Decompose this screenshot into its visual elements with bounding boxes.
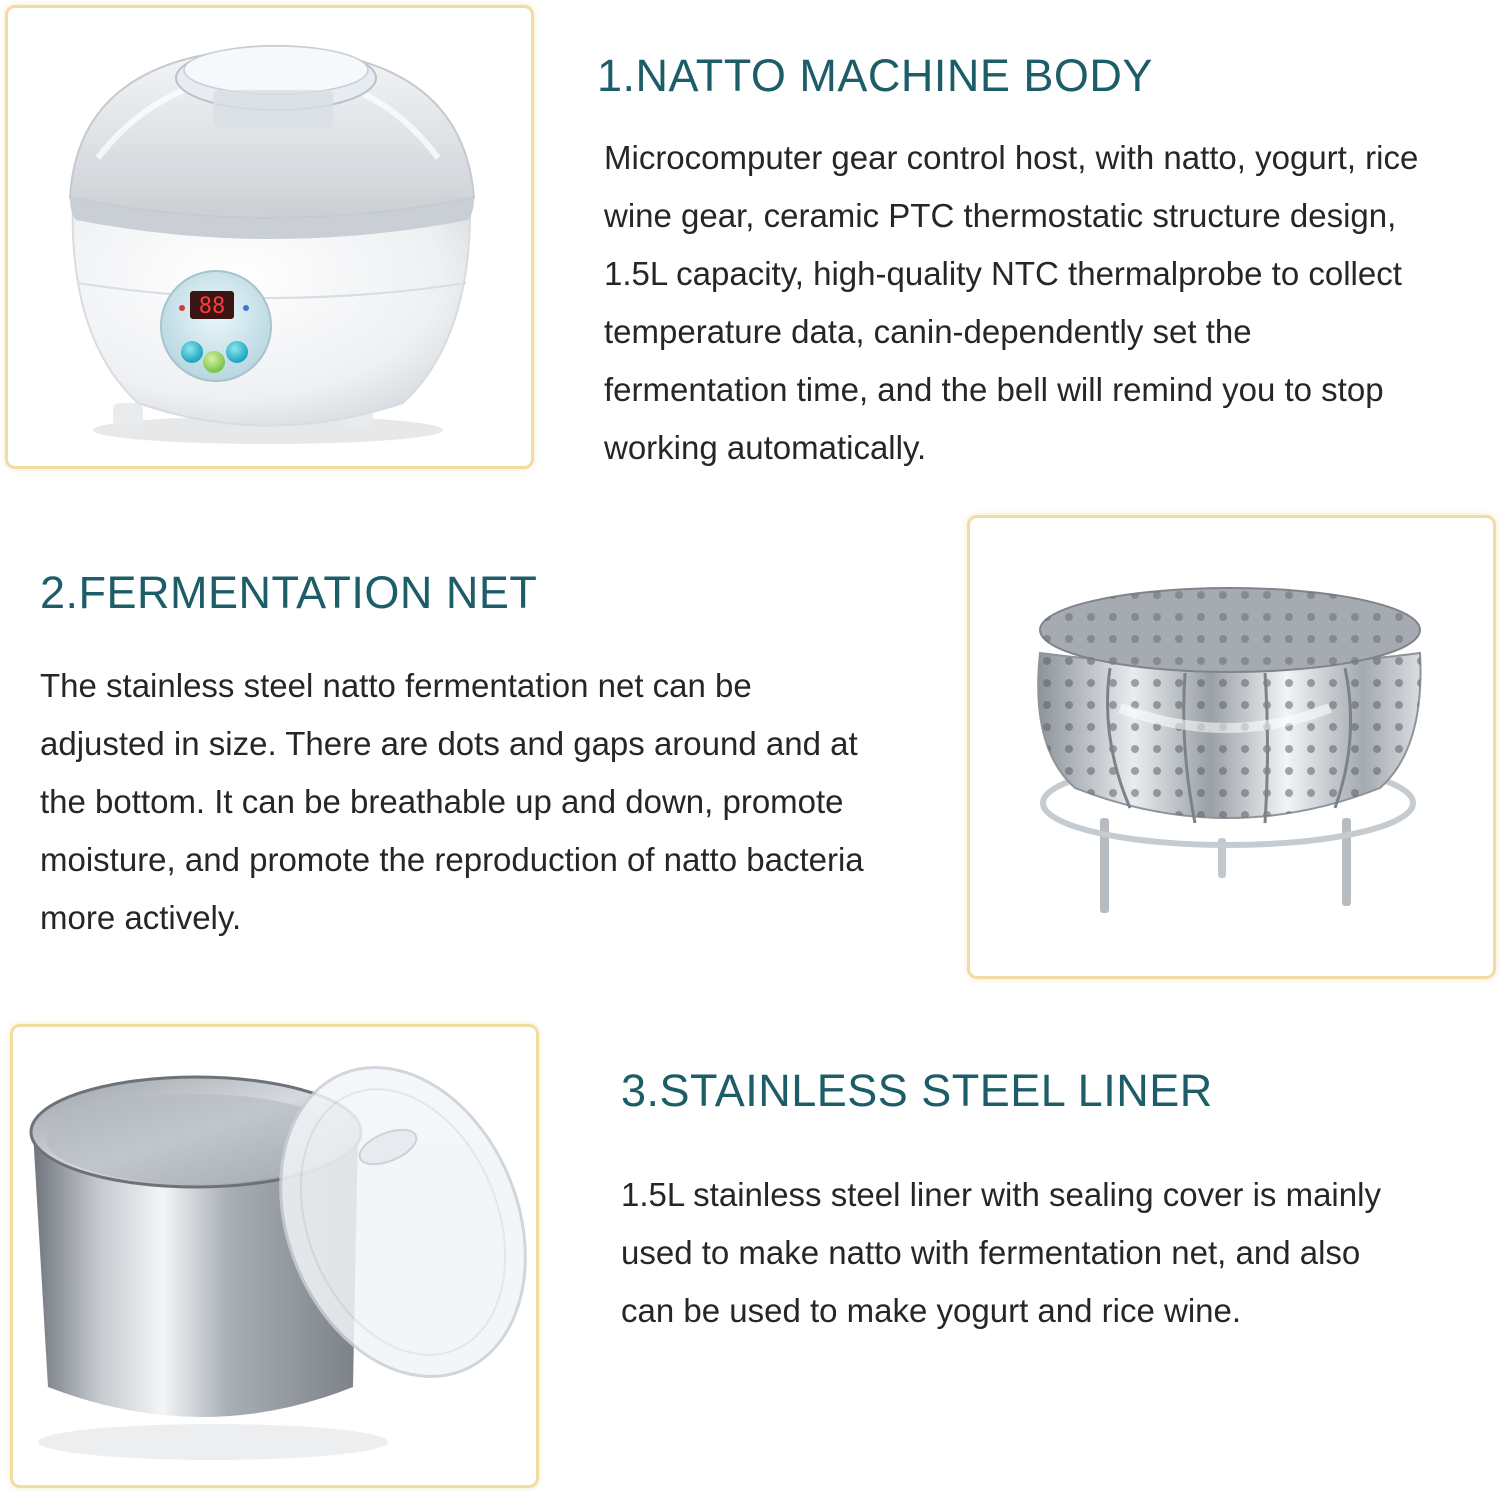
fermentation-net-image-frame	[967, 515, 1496, 979]
natto-machine-icon	[8, 8, 531, 466]
machine-image-frame	[5, 5, 534, 469]
section-3-description: 1.5L stainless steel liner with sealing cover is mainly used to make natto with fermentation net, and also can be used to make yogurt and rice wine.	[621, 1176, 1381, 1329]
display-digits: 88	[198, 294, 226, 319]
section-2-description: The stainless steel natto fermentation net can be adjusted in size. There are dots and gaps around and at the bottom. It can be breathable up and down, promote moisture, and promote the reproduction of natto bacteria more actively.	[40, 667, 864, 936]
section-1-description: Microcomputer gear control host, with natto, yogurt, rice wine gear, ceramic PTC thermostatic structure design, 1.5L capacity, high-quality NTC thermalprobe to collect temperature data, canin-dependently set the fermentation time, and the bell will remind you to stop working automatically.	[604, 139, 1419, 466]
steamer-basket-icon	[970, 518, 1493, 976]
section-3-heading: 3.STAINLESS STEEL LINER	[621, 1065, 1213, 1116]
liner-image-frame	[10, 1024, 539, 1488]
section-1-heading: 1.NATTO MACHINE BODY	[597, 50, 1153, 101]
steel-liner-icon	[13, 1027, 536, 1485]
section-2-heading: 2.FERMENTATION NET	[40, 567, 538, 618]
